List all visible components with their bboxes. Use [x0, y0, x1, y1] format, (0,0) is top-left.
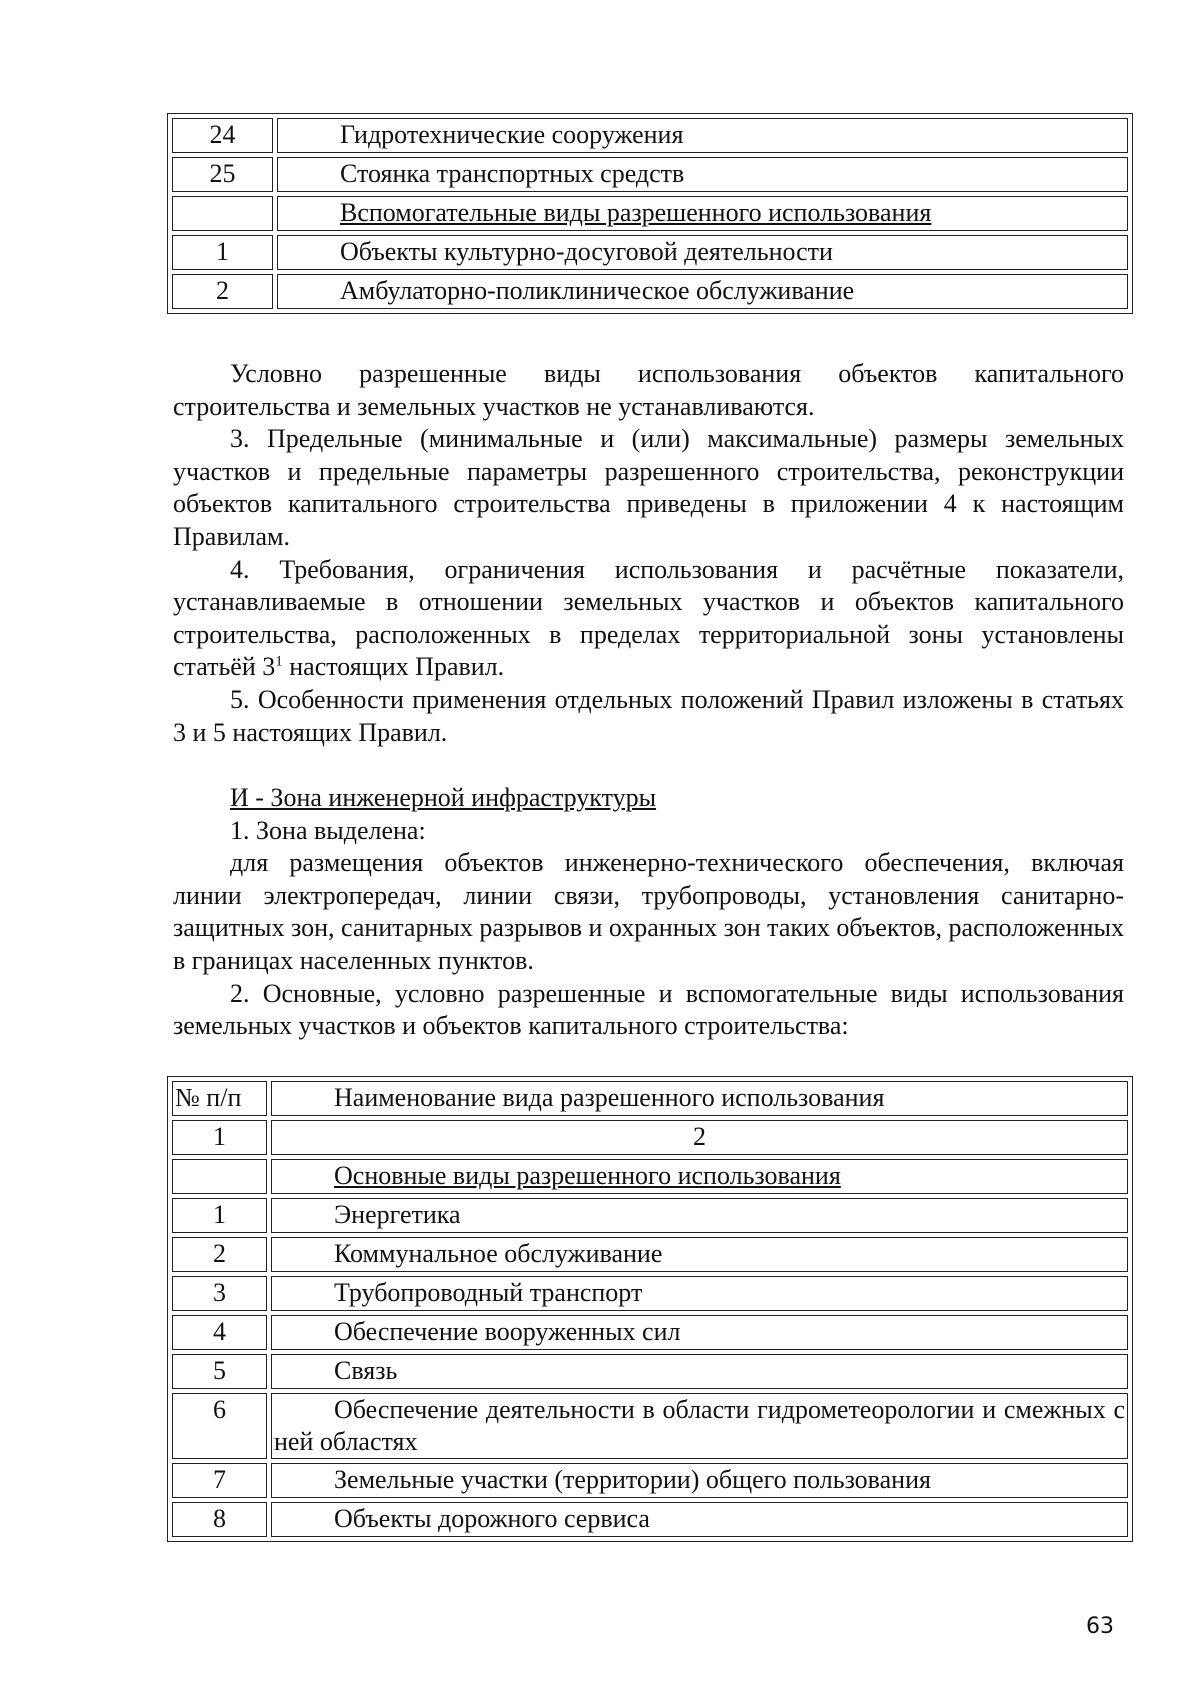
- table-row: [172, 1198, 1128, 1233]
- table-row: [172, 118, 1128, 153]
- table-row: [172, 1276, 1128, 1311]
- paragraph-zone-item-1: 1. Зона выделена:: [230, 815, 426, 845]
- row-number: [172, 196, 273, 231]
- row-number: 3: [172, 1276, 267, 1311]
- row-number: 24: [172, 118, 273, 153]
- paragraph-conditional-uses: Условно разрешенные виды использования объектов капитального строительства и земельных участков не устанавливаются.: [173, 359, 1124, 421]
- use-name: Гидротехнические сооружения: [277, 118, 1128, 153]
- use-name: Коммунальное обслуживание: [271, 1237, 1128, 1272]
- row-number: [172, 1159, 267, 1194]
- paragraph-zone-purpose: для размещения объектов инженерно-технического обеспечения, включая линии электропередач, линии связи, трубопроводы, установления санитарно-защитных зон, санитарных разрывов и охранных зон таких объектов, расположенных в границах населенных пунктов.: [173, 848, 1124, 975]
- body-text-block-1: [173, 358, 1124, 749]
- use-name: Обеспечение вооруженных сил: [271, 1315, 1128, 1350]
- section-heading: Вспомогательные виды разрешенного использования: [340, 198, 932, 227]
- use-name: Связь: [271, 1354, 1128, 1389]
- row-number: 7: [172, 1463, 267, 1498]
- allowed-uses-table-continued: [167, 113, 1133, 314]
- row-number: 1: [172, 1198, 267, 1233]
- table-row: [172, 274, 1128, 309]
- page-number: 63: [1086, 1614, 1114, 1639]
- zone-uses-table: [167, 1076, 1133, 1542]
- use-name: Энергетика: [271, 1198, 1128, 1233]
- row-number: 2: [172, 274, 273, 309]
- use-name: Трубопроводный транспорт: [271, 1276, 1128, 1311]
- zone-heading: [173, 782, 1124, 815]
- paragraph-item-4: [173, 554, 1124, 684]
- row-number: 4: [172, 1315, 267, 1350]
- row-number: 1: [172, 235, 273, 270]
- body-text-block-2: [173, 782, 1124, 1043]
- row-number: 25: [172, 157, 273, 192]
- table-row: [172, 1502, 1128, 1537]
- table-row: [172, 1315, 1128, 1350]
- superscript: 1: [275, 653, 283, 670]
- paragraph-item-4-tail: настоящих Правил.: [282, 652, 505, 682]
- use-name: Объекты дорожного сервиса: [271, 1502, 1128, 1537]
- row-number: 5: [172, 1354, 267, 1389]
- column-header-name: Наименование вида разрешенного использования: [271, 1081, 1128, 1116]
- row-number: 8: [172, 1502, 267, 1537]
- section-heading-cell: [271, 1159, 1128, 1194]
- table-row: [172, 1393, 1128, 1459]
- paragraph-item-3: 3. Предельные (минимальные и (или) максимальные) размеры земельных участков и предельные параметры разрешенного строительства, реконструкции объектов капитального строительства приведены в приложении 4 к настоящим Правилам.: [173, 424, 1124, 551]
- use-name: Объекты культурно-досуговой деятельности: [277, 235, 1128, 270]
- section-heading: Основные виды разрешенного использования: [334, 1161, 841, 1190]
- use-name: Земельные участки (территории) общего пользования: [271, 1463, 1128, 1498]
- table-row: [172, 157, 1128, 192]
- use-name: Обеспечение деятельности в области гидрометеорологии и смежных с ней областях: [271, 1393, 1128, 1459]
- paragraph-item-5: 5. Особенности применения отдельных положений Правил изложены в статьях 3 и 5 настоящих Правил.: [173, 684, 1124, 747]
- zone-heading-text: И - Зона инженерной инфраструктуры: [230, 783, 657, 812]
- table-row: [172, 235, 1128, 270]
- column-header-number: № п/п: [172, 1081, 267, 1116]
- table-column-numbers-row: [172, 1120, 1128, 1155]
- table-section-row: [172, 1159, 1128, 1194]
- table-row: [172, 1237, 1128, 1272]
- column-number: 1: [172, 1120, 267, 1155]
- use-name: Стоянка транспортных средств: [277, 157, 1128, 192]
- row-number: 2: [172, 1237, 267, 1272]
- use-name: Амбулаторно-поликлиническое обслуживание: [277, 274, 1128, 309]
- row-number: 6: [172, 1393, 267, 1459]
- table-row: [172, 1463, 1128, 1498]
- column-number: 2: [271, 1120, 1128, 1155]
- table-header-row: [172, 1081, 1128, 1116]
- paragraph-item-4-text: 4. Требования, ограничения использования и расчётные показатели, устанавливаемые в отношении земельных участков и объектов капитального строительства, расположенных в пределах территориальной зоны установлены статьёй 3: [173, 554, 1124, 682]
- section-heading-cell: [277, 196, 1128, 231]
- table-section-row: [172, 196, 1128, 231]
- table-row: [172, 1354, 1128, 1389]
- paragraph-zone-item-2: 2. Основные, условно разрешенные и вспомогательные виды использования земельных участков и объектов капитального строительства:: [173, 978, 1124, 1041]
